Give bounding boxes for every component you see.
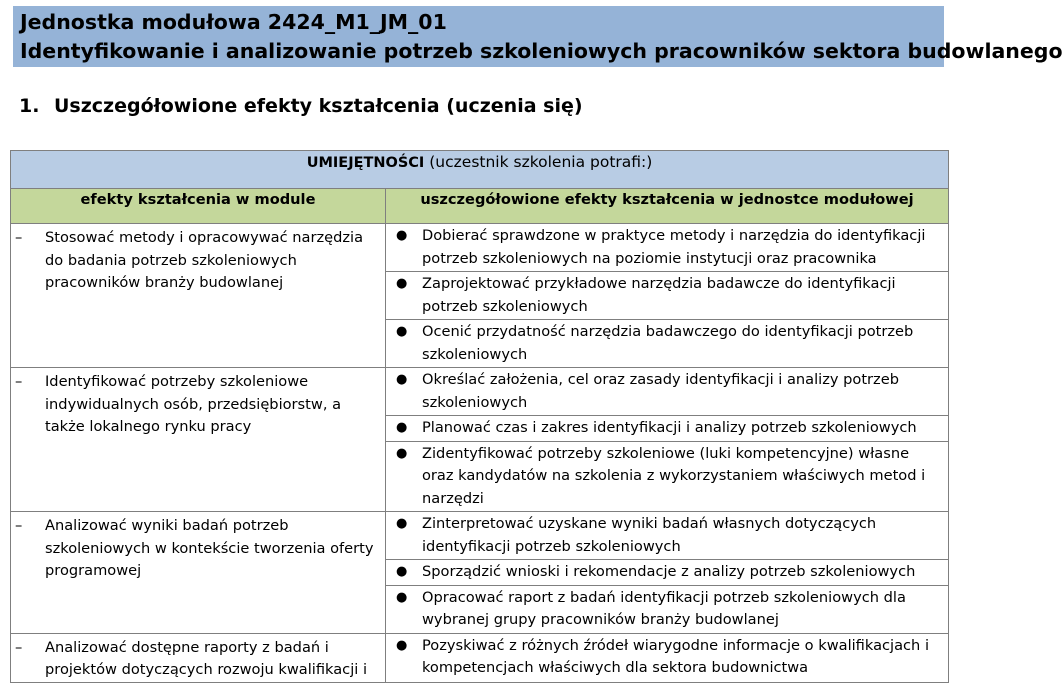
bullet-icon: ●: [396, 324, 408, 339]
module-code-title: Jednostka modułowa 2424_M1_JM_01: [20, 10, 447, 34]
unit-outcome-text: Zidentyfikować potrzeby szkoleniowe (luki kompetencyjne) własne oraz kandydatów na szkolenia z wykorzystaniem właściwych metod i narzędzi: [422, 444, 926, 507]
module-outcome-cell: [11, 224, 386, 368]
unit-outcome-text: Planować czas i zakres identyfikacji i analizy potrzeb szkoleniowych: [422, 419, 917, 436]
skills-title-rest: (uczestnik szkolenia potrafi:): [424, 153, 653, 171]
section-heading: [19, 93, 583, 119]
unit-outcome-cell: [386, 224, 949, 272]
module-outcome-text: Analizować wyniki badań potrzeb szkoleniowych w kontekście tworzenia oferty programowej: [45, 517, 374, 579]
unit-outcome-cell: [386, 272, 949, 320]
learning-outcomes-table: [10, 150, 949, 683]
unit-outcome-text: Pozyskiwać z różnych źródeł wiarygodne informacje o kwalifikacjach i kompetencjach właściwych dla sektora budownictwa: [422, 636, 930, 676]
section-number: 1.: [19, 95, 40, 117]
unit-outcome-cell: [386, 585, 949, 633]
bullet-icon: ●: [396, 637, 408, 653]
unit-outcome-cell: [386, 560, 949, 586]
column-header-unit: uszczegółowione efekty kształcenia w jednostce modułowej: [386, 189, 949, 224]
column-header-module: efekty kształcenia w module: [11, 189, 386, 224]
table-row: [11, 368, 949, 416]
module-outcome-text: Analizować dostępne raporty z badań i projektów dotyczących rozwoju kwalifikacji i: [45, 638, 368, 678]
module-outcome-text: Stosować metody i opracowywać narzędzia do badania potrzeb szkoleniowych pracowników branży budowlanej: [45, 229, 364, 291]
bullet-icon: ●: [396, 589, 408, 605]
module-header: [13, 6, 1063, 67]
unit-outcome-text: Określać założenia, cel oraz zasady identyfikacji i analizy potrzeb szkoleniowych: [422, 371, 899, 411]
module-outcome-cell: [11, 633, 386, 682]
dash-marker: –: [15, 638, 23, 656]
dash-marker: –: [15, 517, 23, 534]
table-row: [11, 633, 949, 682]
skills-title-bold: UMIEJĘTNOŚCI: [306, 155, 425, 171]
bullet-icon: ●: [396, 228, 408, 243]
unit-outcome-cell: [386, 368, 949, 416]
unit-outcome-text: Ocenić przydatność narzędzia badawczego do identyfikacji potrzeb szkoleniowych: [422, 323, 914, 363]
skills-header: [11, 151, 949, 189]
unit-outcome-cell: [386, 416, 949, 442]
bullet-icon: ●: [396, 276, 408, 291]
dash-marker: –: [15, 373, 23, 390]
bullet-icon: ●: [396, 445, 408, 461]
unit-outcome-cell: [386, 320, 949, 368]
unit-outcome-text: Dobierać sprawdzone w praktyce metody i narzędzia do identyfikacji potrzeb szkoleniowych na poziomie instytucji oraz pracownika: [422, 227, 926, 267]
bullet-icon: ●: [396, 372, 408, 387]
module-outcome-cell: [11, 512, 386, 634]
skills-header-row: [11, 151, 949, 189]
bullet-icon: ●: [396, 516, 408, 531]
unit-outcome-cell: [386, 633, 949, 682]
bullet-icon: ●: [396, 564, 408, 579]
unit-outcome-cell: [386, 512, 949, 560]
module-name-title: Identyfikowanie i analizowanie potrzeb szkoleniowych pracowników sektora budowlanego: [20, 39, 1063, 63]
section-title: Uszczegółowione efekty kształcenia (uczenia się): [54, 95, 583, 117]
table-row: [11, 512, 949, 560]
unit-outcome-text: Zinterpretować uzyskane wyniki badań własnych dotyczących identyfikacji potrzeb szkoleniowych: [422, 515, 877, 555]
module-outcome-text: Identyfikować potrzeby szkoleniowe indywidualnych osób, przedsiębiorstw, a także lokalnego rynku pracy: [45, 373, 342, 435]
table-row: [11, 224, 949, 272]
column-header-row: [11, 189, 949, 224]
unit-outcome-text: Zaprojektować przykładowe narzędzia badawcze do identyfikacji potrzeb szkoleniowych: [422, 275, 896, 315]
unit-outcome-text: Sporządzić wnioski i rekomendacje z analizy potrzeb szkoleniowych: [422, 563, 916, 580]
unit-outcome-cell: [386, 441, 949, 512]
bullet-icon: ●: [396, 420, 408, 435]
unit-outcome-text: Opracować raport z badań identyfikacji potrzeb szkoleniowych dla wybranej grupy pracowników branży budowlanej: [422, 588, 906, 628]
module-outcome-cell: [11, 368, 386, 512]
dash-marker: –: [15, 229, 23, 246]
